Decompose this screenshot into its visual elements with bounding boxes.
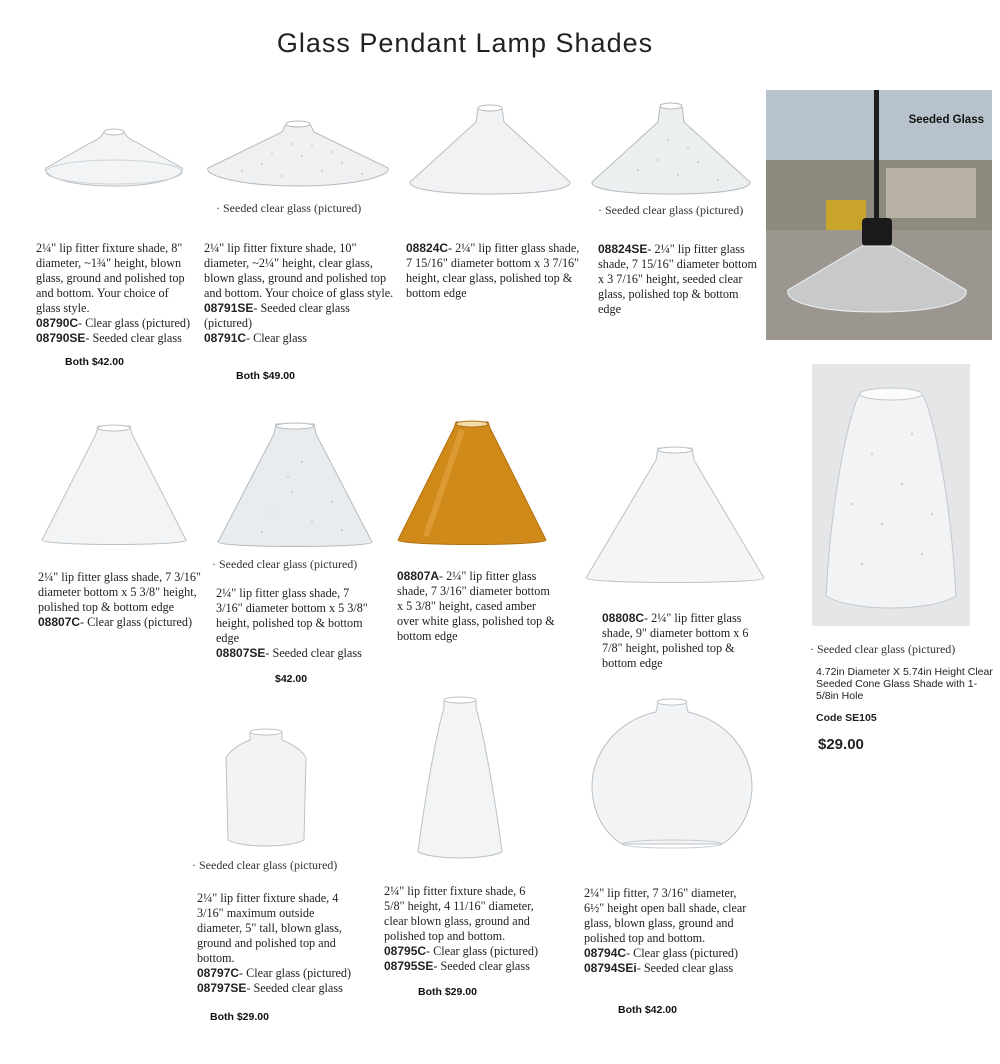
- desc-08824SE: 08824SE- 2¼" lip fitter glass shade, 7 15/16" diameter bottom x 3 7/16" height, seeded clear glass, polished top & bottom edge: [598, 242, 757, 316]
- desc-08807A: 08807A- 2¼" lip fitter glass shade, 7 3/16" diameter bottom x 5 3/8" height, cased amber over white glass, polished top & bottom edge: [397, 569, 555, 643]
- price-08791: Both $49.00: [236, 370, 295, 382]
- shade-08795-image[interactable]: [410, 694, 510, 862]
- shade-08791-image[interactable]: [202, 116, 394, 190]
- shade-08824C-image[interactable]: [406, 102, 574, 196]
- code-08797C: 08797C: [197, 966, 240, 980]
- price-08790: Both $42.00: [65, 356, 124, 368]
- photo-label: Seeded Glass: [908, 114, 984, 126]
- page-title: Glass Pendant Lamp Shades: [276, 28, 654, 58]
- desc-08791: 2¼" lip fitter fixture shade, 10" diameter, ~2¼" height, clear glass, blown glass, ground and polished top and bottom. Your choice of glass style. 08791SE- Seeded clear glass (pictured) 08791C- Clear glass: [204, 241, 394, 345]
- price-08794: Both $42.00: [618, 1004, 677, 1016]
- seeded-glass-photo[interactable]: [766, 90, 992, 340]
- caption-seeded-08807SE: · Seeded clear glass (pictured): [212, 557, 358, 571]
- code-08808C: 08808C: [602, 611, 645, 625]
- desc-08807C: 2¼" lip fitter glass shade, 7 3/16" diameter bottom x 5 3/8" height, polished top & bottom edge 08807C- Clear glass (pictured): [38, 570, 201, 629]
- price-08807SE: $42.00: [275, 673, 308, 685]
- code-08790SE: 08790SE: [36, 331, 86, 345]
- code-08794SEi: 08794SEi: [584, 961, 637, 975]
- caption-seeded-SE105: · Seeded clear glass (pictured): [810, 642, 956, 656]
- desc-08824C: 08824C- 2¼" lip fitter glass shade, 7 15/16" diameter bottom x 3 7/16" height, clear glass, polished top & bottom edge: [406, 241, 580, 300]
- code-08795C: 08795C: [384, 944, 427, 958]
- code-SE105: Code SE105: [816, 712, 877, 724]
- price-SE105: $29.00: [818, 736, 864, 753]
- code-08824C: 08824C: [406, 241, 449, 255]
- code-08807SE: 08807SE: [216, 646, 266, 660]
- price-08797: Both $29.00: [210, 1011, 269, 1023]
- desc-SE105: 4.72in Diameter X 5.74in Height Clear Seeded Cone Glass Shade with 1-5/8in Hole: [816, 666, 993, 702]
- shade-08794-image[interactable]: [588, 698, 756, 850]
- code-08807C: 08807C: [38, 615, 81, 629]
- desc-08794: 2¼" lip fitter, 7 3/16" diameter, 6½" height open ball shade, clear glass, blown glass, ground and polished top and bottom. 08794C- Clear glass (pictured) 08794SEi- Seeded clear glass: [584, 886, 747, 975]
- shade-08807C-image[interactable]: [38, 424, 190, 548]
- caption-seeded-08824SE: · Seeded clear glass (pictured): [598, 203, 744, 217]
- desc-08795: 2¼" lip fitter fixture shade, 6 5/8" height, 4 11/16" diameter, clear blown glass, ground and polished top and bottom. 08795C- Clear glass (pictured) 08795SE- Seeded clear glass: [384, 884, 539, 973]
- price-08795: Both $29.00: [418, 986, 477, 998]
- shade-08808C-image[interactable]: [582, 446, 768, 586]
- code-08824SE: 08824SE: [598, 242, 648, 256]
- caption-seeded-08797: · Seeded clear glass (pictured): [192, 858, 338, 872]
- desc-08808C: 08808C- 2¼" lip fitter glass shade, 9" diameter bottom x 6 7/8" height, polished top & bottom edge: [602, 611, 749, 670]
- shade-08824SE-image[interactable]: [588, 100, 754, 196]
- shade-08797-image[interactable]: [222, 728, 310, 852]
- code-08790C: 08790C: [36, 316, 79, 330]
- shade-08807SE-image[interactable]: [212, 422, 378, 550]
- desc-08807SE: 2¼" lip fitter glass shade, 7 3/16" diameter bottom x 5 3/8" height, polished top & bottom edge 08807SE- Seeded clear glass: [216, 586, 368, 660]
- shade-08790-image[interactable]: [38, 122, 190, 194]
- code-08795SE: 08795SE: [384, 959, 434, 973]
- code-08797SE: 08797SE: [197, 981, 247, 995]
- desc-08797: 2¼" lip fitter fixture shade, 4 3/16" maximum outside diameter, 5" tall, blown glass, ground and polished top and bottom. 08797C- Clear glass (pictured) 08797SE- Seeded clear glass: [197, 891, 352, 995]
- caption-seeded-08791: · Seeded clear glass (pictured): [216, 201, 362, 215]
- shade-SE105-image[interactable]: [812, 364, 970, 626]
- desc-08790: 2¼" lip fitter fixture shade, 8" diameter, ~1¾" height, blown glass, ground and polished top and bottom. Your choice of glass style. 08790C- Clear glass (pictured) 08790SE- Seeded clear glass: [36, 241, 191, 345]
- code-08791C: 08791C: [204, 331, 247, 345]
- code-08794C: 08794C: [584, 946, 627, 960]
- code-08791SE: 08791SE: [204, 301, 254, 315]
- shade-08807A-image[interactable]: [396, 420, 548, 546]
- code-08807A: 08807A: [397, 569, 440, 583]
